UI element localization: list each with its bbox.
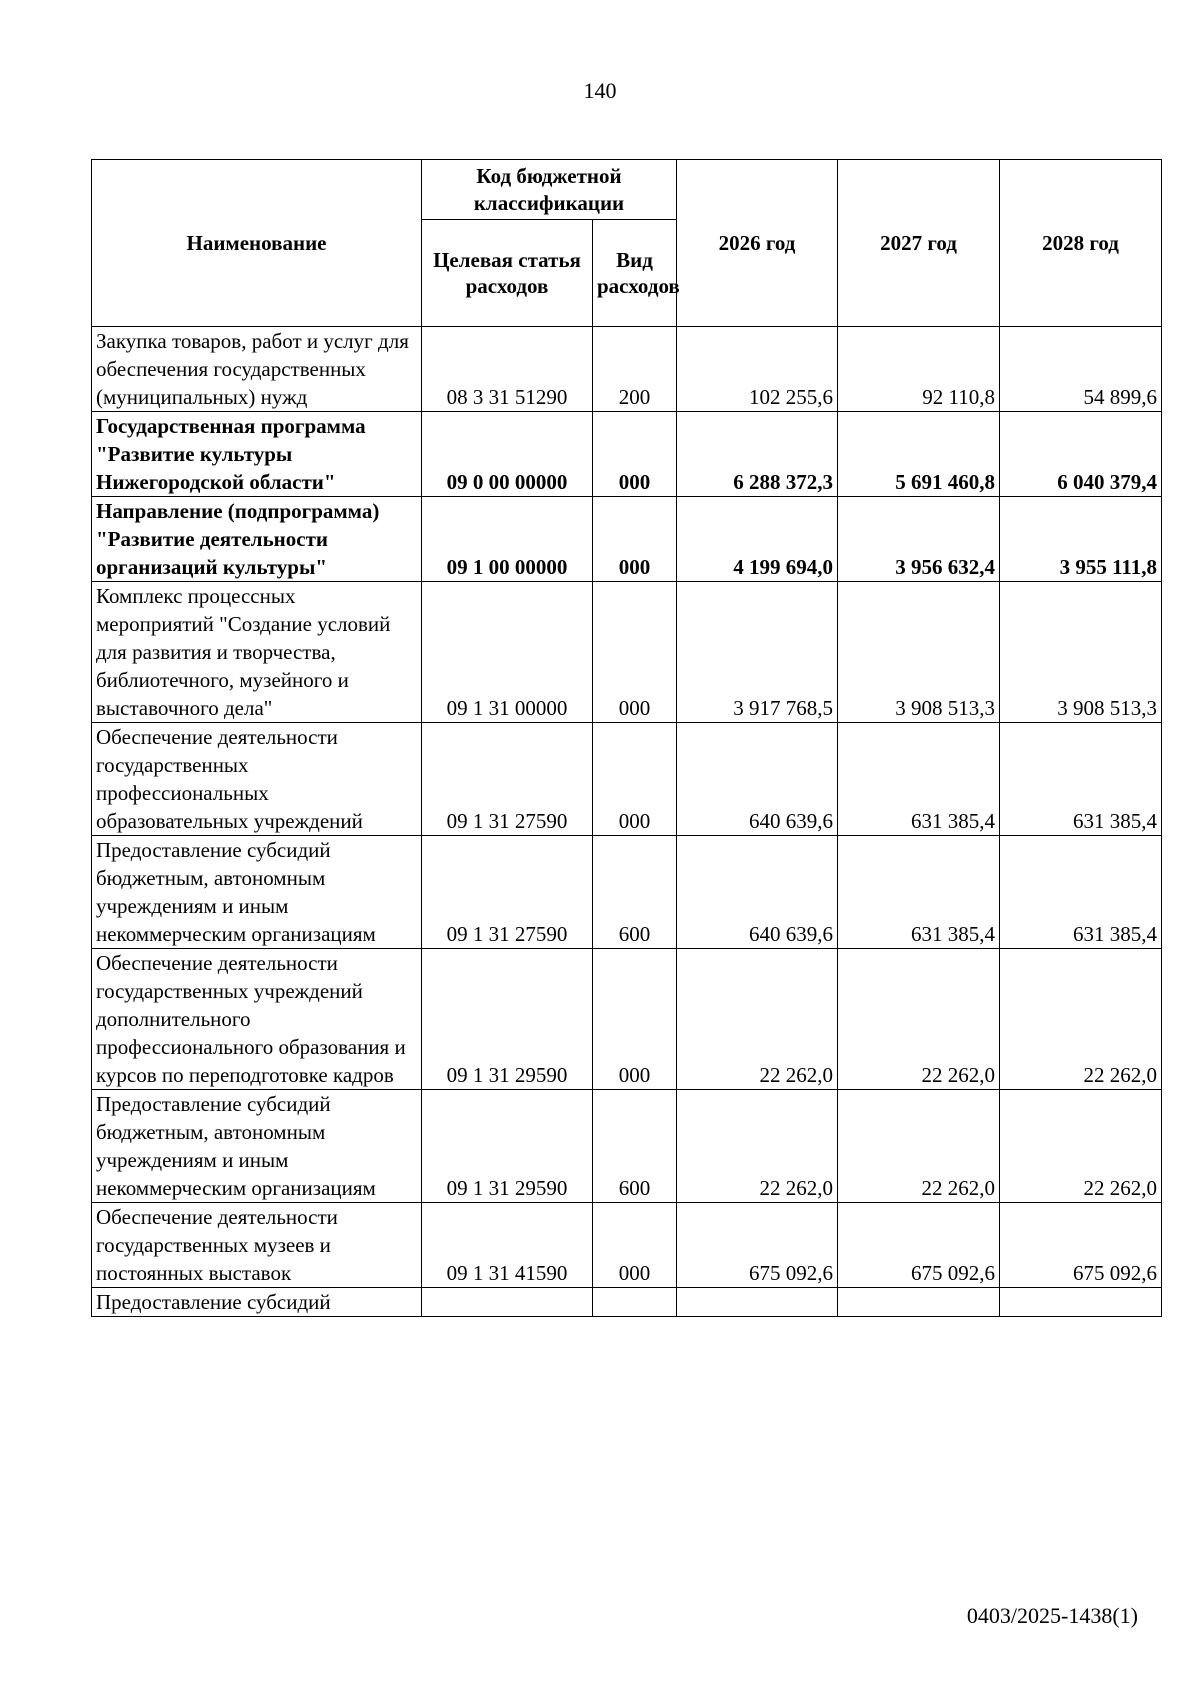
cell-2028: 22 262,0 — [1000, 1090, 1162, 1203]
cell-2028: 6 040 379,4 — [1000, 412, 1162, 497]
table-row — [92, 412, 1162, 497]
cell-2028: 675 092,6 — [1000, 1203, 1162, 1288]
cell-2028: 631 385,4 — [1000, 836, 1162, 949]
budget-table — [91, 159, 1162, 1317]
cell-name: Обеспечение деятельности государственных профессиональных образовательных учреждений — [92, 723, 422, 836]
cell-name: Обеспечение деятельности государственных музеев и постоянных выставок — [92, 1203, 422, 1288]
cell-expense-type — [593, 1288, 677, 1317]
header-target-article: Целевая статья расходов — [422, 220, 593, 327]
cell-name: Государственная программа "Развитие культуры Нижегородской области" — [92, 412, 422, 497]
table-row — [92, 1203, 1162, 1288]
table-row — [92, 497, 1162, 582]
header-year-2026: 2026 год — [677, 160, 838, 327]
cell-2026: 3 917 768,5 — [677, 582, 838, 723]
cell-name: Закупка товаров, работ и услуг для обеспечения государственных (муниципальных) нужд — [92, 327, 422, 412]
cell-2027: 22 262,0 — [838, 1090, 1000, 1203]
cell-2028: 631 385,4 — [1000, 723, 1162, 836]
cell-2026: 640 639,6 — [677, 723, 838, 836]
cell-target-article: 09 0 00 00000 — [422, 412, 593, 497]
cell-2028: 3 908 513,3 — [1000, 582, 1162, 723]
cell-name: Предоставление субсидий — [92, 1288, 422, 1317]
document-id: 0403/2025-1438(1) — [966, 1603, 1138, 1628]
cell-2027: 3 908 513,3 — [838, 582, 1000, 723]
cell-2028: 3 955 111,8 — [1000, 497, 1162, 582]
header-name: Наименование — [92, 160, 422, 327]
cell-expense-type: 000 — [593, 949, 677, 1090]
cell-target-article: 09 1 31 41590 — [422, 1203, 593, 1288]
table-row — [92, 1090, 1162, 1203]
cell-expense-type: 600 — [593, 1090, 677, 1203]
cell-target-article: 09 1 31 27590 — [422, 723, 593, 836]
cell-target-article: 09 1 31 29590 — [422, 1090, 593, 1203]
cell-target-article: 08 3 31 51290 — [422, 327, 593, 412]
cell-name: Комплекс процессных мероприятий "Создание условий для развития и творчества, библиотечного, музейного и выставочного дела" — [92, 582, 422, 723]
cell-target-article: 09 1 31 29590 — [422, 949, 593, 1090]
table-row — [92, 723, 1162, 836]
cell-2026: 102 255,6 — [677, 327, 838, 412]
table-row — [92, 1288, 1162, 1317]
cell-2028: 54 899,6 — [1000, 327, 1162, 412]
table-row — [92, 327, 1162, 412]
cell-2027: 3 956 632,4 — [838, 497, 1000, 582]
cell-expense-type: 000 — [593, 582, 677, 723]
cell-expense-type: 000 — [593, 497, 677, 582]
cell-2027: 5 691 460,8 — [838, 412, 1000, 497]
cell-target-article — [422, 1288, 593, 1317]
table-row — [92, 836, 1162, 949]
cell-expense-type: 000 — [593, 1203, 677, 1288]
cell-2028: 22 262,0 — [1000, 949, 1162, 1090]
page-number: 140 — [583, 78, 617, 103]
cell-2026: 675 092,6 — [677, 1203, 838, 1288]
cell-2027: 92 110,8 — [838, 327, 1000, 412]
cell-expense-type: 200 — [593, 327, 677, 412]
table-body — [92, 327, 1162, 1317]
cell-target-article: 09 1 31 00000 — [422, 582, 593, 723]
cell-2026: 22 262,0 — [677, 1090, 838, 1203]
cell-expense-type: 000 — [593, 412, 677, 497]
header-code-group: Код бюджетной классификации — [422, 160, 677, 220]
cell-name: Направление (подпрограмма) "Развитие деятельности организаций культуры" — [92, 497, 422, 582]
cell-target-article: 09 1 31 27590 — [422, 836, 593, 949]
cell-name: Предоставление субсидий бюджетным, автономным учреждениям и иным некоммерческим организациям — [92, 836, 422, 949]
cell-2026: 6 288 372,3 — [677, 412, 838, 497]
cell-2026 — [677, 1288, 838, 1317]
header-expense-type: Вид расходов — [593, 220, 677, 327]
cell-2027: 631 385,4 — [838, 836, 1000, 949]
table-row — [92, 582, 1162, 723]
header-year-2027: 2027 год — [838, 160, 1000, 327]
cell-expense-type: 600 — [593, 836, 677, 949]
table-row — [92, 949, 1162, 1090]
cell-2026: 22 262,0 — [677, 949, 838, 1090]
cell-2027: 675 092,6 — [838, 1203, 1000, 1288]
cell-2027: 22 262,0 — [838, 949, 1000, 1090]
cell-2027: 631 385,4 — [838, 723, 1000, 836]
header-year-2028: 2028 год — [1000, 160, 1162, 327]
cell-expense-type: 000 — [593, 723, 677, 836]
cell-name: Предоставление субсидий бюджетным, автономным учреждениям и иным некоммерческим организациям — [92, 1090, 422, 1203]
cell-2026: 4 199 694,0 — [677, 497, 838, 582]
cell-name: Обеспечение деятельности государственных учреждений дополнительного профессионального образования и курсов по переподготовке кадров — [92, 949, 422, 1090]
cell-2026: 640 639,6 — [677, 836, 838, 949]
cell-2028 — [1000, 1288, 1162, 1317]
cell-2027 — [838, 1288, 1000, 1317]
cell-target-article: 09 1 00 00000 — [422, 497, 593, 582]
